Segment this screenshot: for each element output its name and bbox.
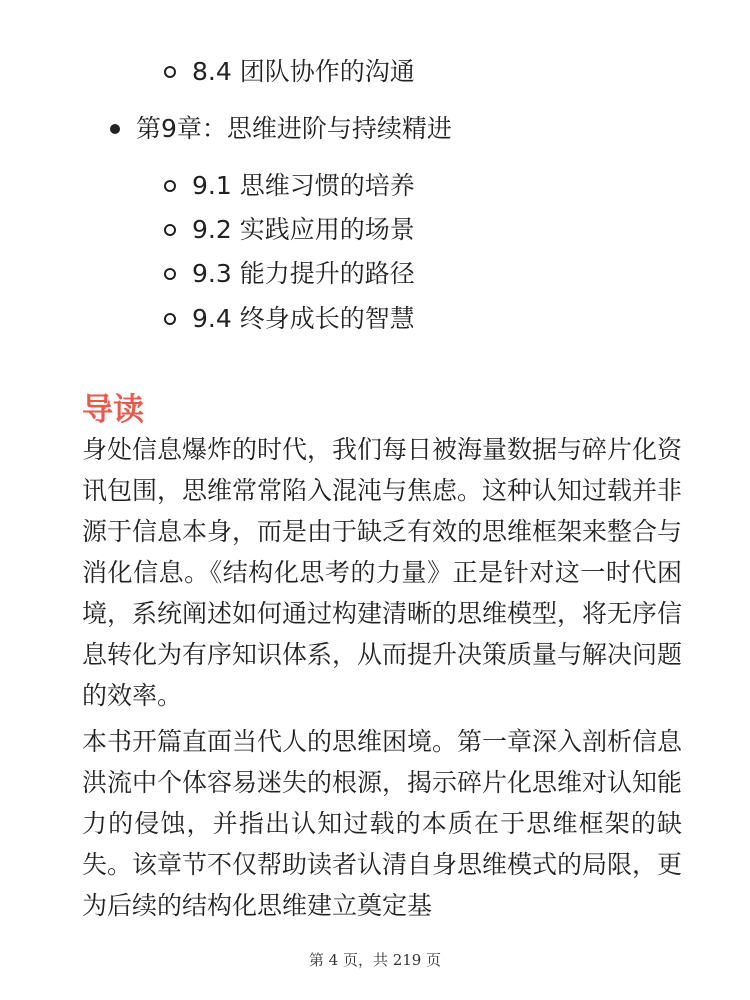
paragraph-2: 本书开篇直面当代人的思维困境。第一章深入剖析信息洪流中个体容易迷失的根源，揭示碎片化思维对认知能力的侵蚀，并指出认知过载的本质在于思维框架的缺失。该章节不仅帮助读者认清自身思维模式的局限，更为后续的结构化思维建立奠定基	[82, 727, 683, 920]
toc-item-label: 9.4 终身成长的智慧	[192, 304, 415, 333]
toc-item-9-2	[164, 212, 415, 248]
circle-bullet-icon	[164, 66, 176, 78]
toc-item-9-4	[164, 301, 415, 337]
toc-chapter-label: 第9章：思维进阶与持续精进	[136, 114, 452, 143]
section-heading: 导读	[82, 391, 144, 428]
page-number-footer: 第 4 页，共 219 页	[308, 951, 442, 969]
toc-item-8-4	[164, 54, 415, 90]
toc-item-label: 9.2 实践应用的场景	[192, 215, 415, 244]
circle-bullet-icon	[164, 268, 176, 280]
circle-bullet-icon	[164, 224, 176, 236]
toc-item-9-1	[164, 168, 415, 204]
circle-bullet-icon	[164, 313, 176, 325]
toc-item-label: 9.3 能力提升的路径	[192, 259, 415, 288]
toc-item-label: 8.4 团队协作的沟通	[192, 57, 415, 86]
toc-item-label: 9.1 思维习惯的培养	[192, 171, 415, 200]
disc-bullet-icon	[110, 124, 120, 134]
toc-item-9-3	[164, 256, 415, 292]
paragraph-1: 身处信息爆炸的时代，我们每日被海量数据与碎片化资讯包围，思维常常陷入混沌与焦虑。这种认知过载并非源于信息本身，而是由于缺乏有效的思维框架来整合与消化信息。《结构化思考的力量》正是针对这一时代困境，系统阐述如何通过构建清晰的思维模型，将无序信息转化为有序知识体系，从而提升决策质量与解决问题的效率。	[82, 435, 683, 710]
toc-chapter-9	[110, 111, 452, 147]
circle-bullet-icon	[164, 180, 176, 192]
